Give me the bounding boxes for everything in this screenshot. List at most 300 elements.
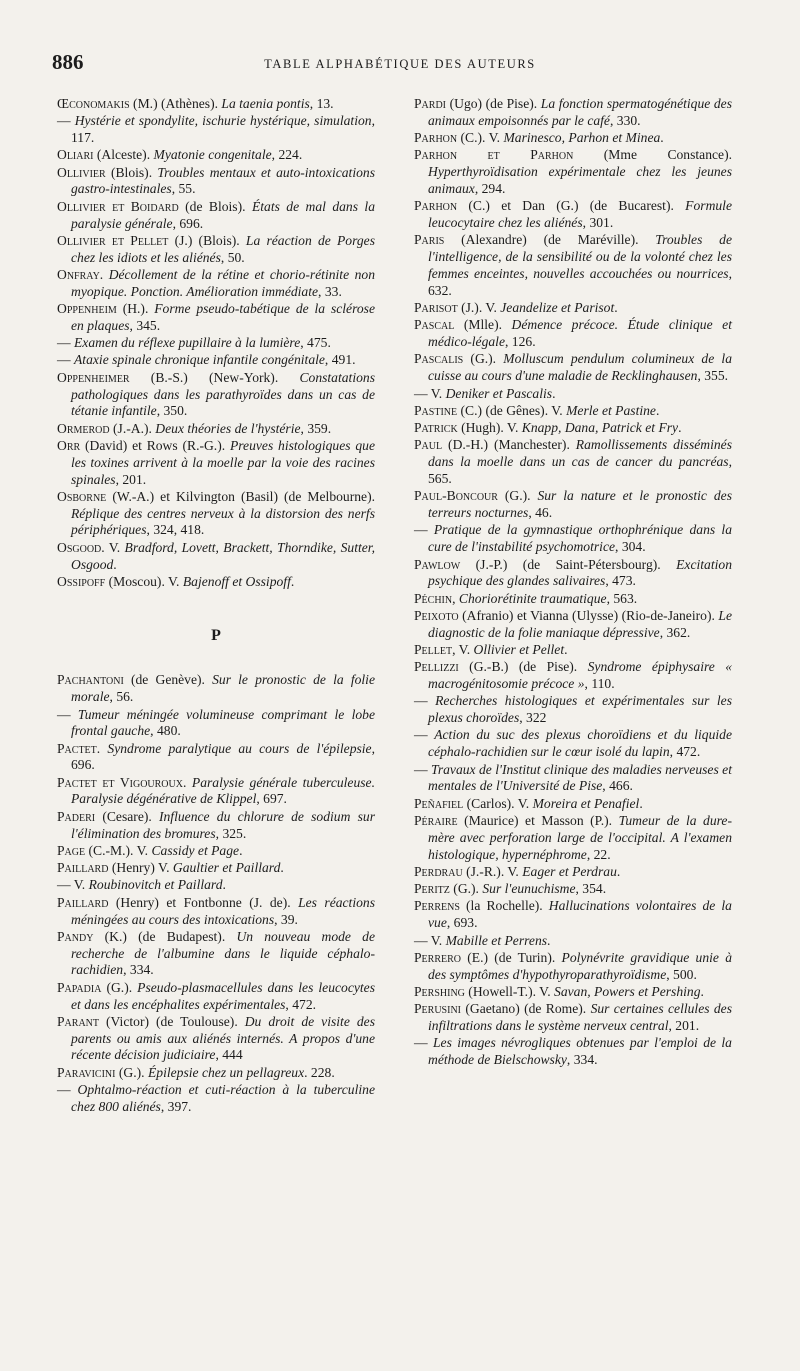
index-entry bbox=[57, 96, 375, 113]
entry-author: Ossipoff bbox=[57, 573, 106, 589]
entry-title: Syndrome épiphysaire « macrogénitosomie précoce » bbox=[428, 659, 732, 692]
entry-details: (W.-A.) et Kilvington (Basil) (de Melbourne). bbox=[106, 488, 375, 504]
entry-pages: , 397. bbox=[160, 1098, 192, 1114]
entry-details: (David) et Rows (R.-G.). bbox=[80, 437, 230, 453]
entry-author: Pellizzi bbox=[414, 659, 459, 675]
entry-details: (C.) (de Gênes). V. bbox=[457, 402, 567, 418]
entry-pages: , 324, 418. bbox=[146, 522, 205, 538]
entry-title: La réaction de Porges chez les idiots et les aliénés bbox=[71, 232, 375, 265]
index-entry bbox=[414, 898, 732, 932]
entry-pages: , 334. bbox=[123, 962, 154, 978]
entry-title: Réplique des centres nerveux à la distorsion des nerfs périphériques bbox=[71, 505, 375, 538]
entry-details: (Henry) V. bbox=[108, 860, 173, 876]
entry-details: (M.) (Athènes). bbox=[129, 96, 222, 111]
entry-author: Pastine bbox=[414, 402, 458, 418]
entry-details: (G.). bbox=[497, 488, 538, 504]
entry-details: . bbox=[96, 740, 108, 756]
index-entry bbox=[414, 437, 732, 487]
entry-author: Paillard bbox=[57, 894, 109, 910]
entry-details bbox=[428, 693, 436, 708]
entry-title: Du droit de visite des parents ou amis aux aliénés internés. A propos d'une récente décision judiciaire bbox=[71, 1013, 375, 1063]
entry-details: . bbox=[182, 774, 192, 790]
entry-title: Hallucinations volontaires de la vue bbox=[428, 898, 732, 931]
entry-details: (H.). bbox=[116, 301, 155, 317]
entry-author: Perdrau bbox=[414, 863, 463, 879]
entry-author: Oliari bbox=[57, 147, 94, 163]
entry-pages: , 632. bbox=[428, 265, 732, 298]
index-entry bbox=[414, 96, 732, 130]
entry-author: Pardi bbox=[414, 96, 447, 111]
entry-details: (de Genève). bbox=[123, 672, 213, 688]
entry-title: Paralysie générale tuberculeuse. Paralysie dégénérative de Klippel bbox=[71, 774, 375, 807]
entry-details: (Gaetano) (de Rome). bbox=[461, 1001, 591, 1017]
entry-title: Les réactions méningées au cours des intoxications bbox=[71, 894, 375, 927]
entry-author: Orr bbox=[57, 437, 81, 453]
entry-pages: , 56. bbox=[109, 689, 134, 705]
page-number: 886 bbox=[52, 50, 84, 74]
entry-details: , bbox=[452, 590, 459, 606]
entry-author: Pascal bbox=[414, 317, 455, 333]
entry-author: Paul-Boncour bbox=[414, 488, 498, 504]
entry-details: (Afranio) et Vianna (Ulysse) (Rio-de-Janeiro). bbox=[458, 607, 719, 623]
entry-details: (J.-R.). V. bbox=[462, 863, 523, 879]
entry-pages: . bbox=[290, 573, 295, 589]
entry-pages: , 110. bbox=[584, 676, 615, 692]
index-entry bbox=[414, 488, 732, 522]
entry-details: (G.). bbox=[449, 881, 483, 897]
index-entry bbox=[57, 895, 375, 929]
entry-details: (D.-H.) (Manchester). bbox=[442, 437, 576, 453]
entry-pages: . bbox=[113, 556, 117, 572]
entry-author: Page bbox=[57, 842, 86, 858]
entry-pages: , 325. bbox=[215, 825, 247, 841]
entry-author: Perrens bbox=[414, 898, 460, 914]
entry-title: Myatonie congenitale bbox=[153, 147, 272, 163]
entry-pages: , 480. bbox=[150, 723, 181, 739]
entry-author: Paris bbox=[414, 232, 445, 248]
index-entry bbox=[57, 165, 375, 199]
entry-details bbox=[71, 1082, 78, 1097]
index-entry bbox=[414, 130, 732, 147]
entry-author: — bbox=[57, 706, 71, 722]
entry-title: Preuves histologiques que les toxines arrivent à la moelle par la voie des racines spinales bbox=[71, 437, 375, 487]
index-entry bbox=[57, 860, 375, 877]
entry-author: Pactet bbox=[57, 740, 97, 756]
entry-details: V. bbox=[70, 877, 89, 893]
entry-pages: . bbox=[239, 842, 243, 858]
index-entry bbox=[57, 147, 375, 164]
entry-pages: , 224. bbox=[271, 147, 303, 163]
index-entry bbox=[57, 574, 375, 591]
entry-pages: , 345. bbox=[129, 317, 161, 333]
entry-title: Le diagnostic de la folie maniaque dépressive bbox=[428, 607, 732, 640]
entry-details: (J.). V. bbox=[457, 300, 501, 316]
index-entry bbox=[57, 335, 375, 352]
entry-pages: . bbox=[655, 402, 660, 418]
entry-title: Recherches histologiques et expérimentales sur les plexus choroïdes bbox=[428, 693, 732, 726]
entry-title: Tumeur méningée volumineuse comprimant le lobe frontal gauche bbox=[71, 706, 376, 739]
entry-details: (Carlos). V. bbox=[463, 795, 533, 811]
entry-details: (Mme Constance). bbox=[573, 147, 732, 163]
entry-author: Pactet et Vigouroux bbox=[57, 774, 183, 790]
entry-pages: . 228. bbox=[304, 1064, 335, 1080]
entry-title: Deux théories de l'hystérie bbox=[155, 420, 301, 436]
index-entry bbox=[414, 351, 732, 385]
entry-pages: , 359. bbox=[300, 420, 332, 436]
index-entry bbox=[414, 1035, 732, 1069]
entry-title: Troubles mentaux et auto-intoxications gastro-intestinales bbox=[71, 164, 375, 197]
index-entry bbox=[414, 693, 732, 727]
entry-pages: , 39. bbox=[274, 911, 298, 927]
index-entry bbox=[57, 199, 375, 233]
entry-pages: , 330. bbox=[609, 112, 641, 128]
entry-pages: , 696. bbox=[71, 740, 375, 773]
entry-pages: , 201. bbox=[115, 471, 147, 487]
entry-pages: , 472. bbox=[669, 744, 701, 760]
index-entry bbox=[414, 727, 732, 761]
entry-details: (Hugh). V. bbox=[457, 420, 522, 436]
entry-title: Bradford, Lovett, Brackett, Thorndike, Sutter, Osgood bbox=[71, 539, 375, 572]
entry-details: (la Rochelle). bbox=[459, 898, 549, 914]
entry-details: (G.). bbox=[101, 979, 138, 995]
entry-author: Œconomakis bbox=[57, 96, 130, 111]
index-entry bbox=[414, 300, 732, 317]
entry-details: (J.) (Blois). bbox=[168, 232, 246, 248]
entry-author: Peixoto bbox=[414, 607, 459, 623]
entry-pages: , 696. bbox=[172, 215, 204, 231]
entry-pages: , 472. bbox=[285, 996, 317, 1012]
entry-title: Gaultier et Paillard bbox=[172, 860, 281, 876]
entry-title: Polynévrite gravidique unie à des symptômes d'hypothyroparathyroïdisme bbox=[428, 949, 732, 982]
entry-author: Osgood bbox=[57, 539, 102, 555]
entry-title: Épilepsie chez un pellagreux bbox=[147, 1064, 305, 1080]
index-entry bbox=[414, 762, 732, 796]
index-entry bbox=[57, 489, 375, 539]
entry-title: Sur la nature et le pronostic des terreurs nocturnes bbox=[428, 488, 732, 521]
entry-pages: , 354. bbox=[575, 881, 607, 897]
entry-details: (G.). bbox=[463, 351, 504, 367]
entry-title: Formule leucocytaire chez les aliénés bbox=[428, 198, 732, 231]
section-letter: P bbox=[211, 626, 221, 644]
index-entry bbox=[414, 198, 732, 232]
index-entry bbox=[57, 672, 375, 706]
entry-author: Paravicini bbox=[57, 1064, 116, 1080]
entry-details: (E.) (de Turin). bbox=[461, 949, 562, 965]
entry-title: Influence du chlorure de sodium sur l'élimination des bromures bbox=[71, 808, 375, 841]
entry-author: Pachantoni bbox=[57, 672, 124, 688]
entry-pages: , 50. bbox=[220, 249, 245, 265]
entry-details: (K.) (de Budapest). bbox=[93, 928, 237, 944]
entry-title: La fonction spermatogénétique des animaux empoisonnés par le café bbox=[428, 96, 732, 128]
index-entry bbox=[414, 864, 732, 881]
entry-title: Hyperthyroïdisation expérimentale chez les jeunes animaux bbox=[428, 164, 732, 196]
index-entry bbox=[57, 809, 375, 843]
entry-author: — bbox=[414, 1035, 428, 1051]
entry-title: Molluscum pendulum columineux de la cuisse au cours d'une maladie de Recklinghausen bbox=[428, 351, 732, 384]
index-entry bbox=[414, 386, 732, 403]
entry-title: Pratique de la gymnastique orthophrénique dans la cure de l'instabilité psychomotrice bbox=[428, 522, 732, 555]
entry-author: Peritz bbox=[414, 881, 450, 897]
entry-pages: , 563. bbox=[606, 590, 638, 606]
entry-details: (Maurice) et Masson (P.). bbox=[457, 812, 619, 828]
entry-pages: . bbox=[552, 385, 556, 401]
entry-pages: , 201. bbox=[668, 1018, 700, 1034]
entry-details bbox=[71, 707, 78, 722]
entry-author: — bbox=[57, 877, 71, 893]
right-column bbox=[414, 96, 732, 1069]
entry-details: (C.). V. bbox=[457, 130, 504, 146]
entry-author: Parant bbox=[57, 1013, 100, 1029]
entry-pages: . bbox=[280, 860, 284, 876]
index-entry bbox=[57, 370, 375, 420]
entry-author: — bbox=[57, 352, 71, 368]
entry-title: Syndrome paralytique au cours de l'épilepsie bbox=[107, 740, 372, 756]
entry-author: Parisot bbox=[414, 300, 458, 316]
entry-author: Ollivier et Pellet bbox=[57, 232, 169, 248]
index-entry bbox=[414, 420, 732, 437]
entry-details: (Alexandre) (de Maréville). bbox=[444, 232, 656, 248]
entry-author: Parhon bbox=[414, 198, 458, 214]
index-entry bbox=[57, 233, 375, 267]
entry-title: Savan, Powers et Pershing bbox=[554, 983, 701, 999]
entry-details: (Cesare). bbox=[95, 808, 159, 824]
entry-pages: , 565. bbox=[428, 454, 732, 487]
entry-title: Cassidy et Page bbox=[151, 842, 240, 858]
index-entry bbox=[414, 147, 732, 197]
entry-author: Perrero bbox=[414, 949, 462, 965]
index-entry bbox=[414, 1001, 732, 1035]
index-entry bbox=[414, 984, 732, 1001]
entry-author: Parhon et Parhon bbox=[414, 147, 574, 163]
index-entry bbox=[57, 438, 375, 488]
entry-pages: , 466. bbox=[602, 778, 633, 794]
entry-title: Forme pseudo-tabétique de la sclérose en plaques bbox=[71, 301, 376, 333]
entry-title: Examen du réflexe pupillaire à la lumière bbox=[74, 335, 301, 351]
entry-pages: , 22. bbox=[586, 846, 611, 862]
entry-author: Péchin bbox=[414, 590, 453, 606]
index-entry bbox=[57, 540, 375, 574]
entry-author: — bbox=[57, 1082, 71, 1098]
entry-details: (Henry) et Fontbonne (J. de). bbox=[108, 894, 299, 910]
entry-title: Eager et Perdrau bbox=[522, 863, 617, 879]
entry-title: Troubles de l'intelligence, de la sensibilité ou de la volonté chez les femmes enceintes, nouvelles accouchées ou nourrices bbox=[428, 232, 732, 281]
entry-details: (Blois). bbox=[105, 164, 158, 180]
entry-details: (Victor) (de Toulouse). bbox=[99, 1013, 245, 1029]
entry-pages: , 350. bbox=[156, 403, 188, 419]
entry-details: (Ugo) (de Pise). bbox=[446, 96, 541, 111]
entry-pages: , 693. bbox=[446, 915, 478, 931]
entry-title: Action du suc des plexus choroïdiens et du liquide céphalo-rachidien sur le cœur isolé du lapin bbox=[428, 727, 733, 760]
index-entry bbox=[57, 1065, 375, 1082]
index-entry bbox=[57, 352, 375, 369]
entry-pages: , 126. bbox=[505, 334, 536, 350]
entry-details: (Howell-T.). V. bbox=[464, 983, 555, 999]
entry-title: La taenia pontis bbox=[221, 96, 310, 111]
entry-title: Jeandelize et Parisot bbox=[500, 300, 615, 316]
index-entry bbox=[414, 591, 732, 608]
entry-title: Ramollissements disséminés dans la moelle dans un cas de cancer du pancréas bbox=[428, 437, 732, 470]
index-entry bbox=[414, 403, 732, 420]
entry-pages: , 13. bbox=[309, 96, 334, 111]
entry-title: Pseudo-plasmacellules dans les leucocytes et dans les encéphalites expérimentales bbox=[71, 979, 376, 1012]
index-entry bbox=[414, 557, 732, 591]
entry-title: Marinesco, Parhon et Minea bbox=[503, 130, 661, 146]
index-entry bbox=[414, 522, 732, 556]
entry-pages: , 697. bbox=[256, 791, 287, 807]
entry-pages: , 473. bbox=[605, 573, 636, 589]
entry-author: Papadia bbox=[57, 979, 102, 995]
entry-details: (Moscou). V. bbox=[105, 573, 183, 589]
index-entry bbox=[57, 421, 375, 438]
entries-o bbox=[57, 96, 375, 591]
index-entry bbox=[414, 232, 732, 299]
entry-details: . bbox=[99, 266, 109, 282]
entry-title: Choriorétinite traumatique bbox=[458, 590, 607, 606]
entry-title: Excitation psychique des glandes salivaires bbox=[428, 556, 732, 589]
entry-pages: . bbox=[678, 420, 682, 436]
entry-pages: , 46. bbox=[528, 505, 553, 521]
index-entry bbox=[414, 950, 732, 984]
index-entry bbox=[57, 877, 375, 894]
index-entry bbox=[57, 1082, 375, 1116]
entries-p bbox=[57, 672, 375, 1115]
index-entry bbox=[57, 929, 375, 979]
entry-author: — bbox=[414, 932, 428, 948]
entry-author: — bbox=[414, 522, 428, 538]
index-entry bbox=[414, 317, 732, 351]
entry-details: (C.-M.). V. bbox=[85, 842, 152, 858]
index-entry bbox=[57, 113, 375, 147]
index-entry bbox=[57, 775, 375, 809]
entry-author: Patrick bbox=[414, 420, 458, 436]
entry-details: V. bbox=[427, 932, 446, 948]
index-entry bbox=[57, 741, 375, 775]
entry-details: , V. bbox=[452, 642, 474, 657]
entry-title: Mabille et Perrens bbox=[445, 932, 548, 948]
index-entry bbox=[414, 608, 732, 642]
entry-title: Ataxie spinale chronique infantile congénitale bbox=[74, 352, 325, 368]
entry-details: (B.-S.) (New-York). bbox=[129, 369, 300, 385]
entry-title: Démence précoce. Étude clinique et médico-légale bbox=[428, 317, 732, 350]
entry-pages: , 55. bbox=[171, 181, 196, 197]
entry-author: Ollivier bbox=[57, 164, 106, 180]
entry-author: Parhon bbox=[414, 130, 458, 146]
index-entry bbox=[57, 267, 375, 301]
entry-title: Moreira et Penafiel bbox=[532, 795, 640, 811]
index-entry bbox=[414, 933, 732, 950]
entry-author: — bbox=[57, 335, 71, 351]
entry-author: Perusini bbox=[414, 1001, 462, 1017]
entry-pages: , 491. bbox=[324, 352, 356, 368]
entry-title: Roubinovitch et Paillard bbox=[88, 877, 223, 893]
entry-details: (J.-A.). bbox=[109, 420, 156, 436]
left-column bbox=[57, 96, 375, 1116]
entry-pages: . bbox=[639, 795, 643, 811]
entry-author: Onfray bbox=[57, 266, 100, 282]
entry-author: Pascalis bbox=[414, 351, 464, 367]
entry-pages: . bbox=[700, 983, 704, 999]
entry-author: Pellet bbox=[414, 642, 453, 657]
index-entry bbox=[57, 707, 375, 741]
entry-pages: . bbox=[614, 300, 618, 316]
entry-author: Pandy bbox=[57, 928, 94, 944]
entry-title: Bajenoff et Ossipoff bbox=[182, 573, 291, 589]
entry-author: Oppenheim bbox=[57, 301, 117, 317]
entry-pages: , 294. bbox=[474, 180, 506, 196]
entry-details: (G.). bbox=[115, 1064, 148, 1080]
entry-author: Paillard bbox=[57, 860, 109, 876]
entry-title: Sur le pronostic de la folie morale bbox=[71, 672, 375, 705]
entry-pages: . bbox=[547, 932, 551, 948]
entry-author: — bbox=[414, 727, 428, 743]
entry-title: Hystérie et spondylite, ischurie hystérique, simulation bbox=[74, 113, 372, 129]
entry-title: Knapp, Dana, Patrick et Fry bbox=[521, 420, 679, 436]
entry-title: Un nouveau mode de recherche de l'albumine dans le liquide céphalo-rachidien bbox=[71, 928, 375, 978]
entry-pages: , 334. bbox=[566, 1052, 598, 1068]
index-entry bbox=[414, 642, 732, 659]
entry-pages: . bbox=[616, 863, 621, 879]
entry-author: Oppenheimer bbox=[57, 369, 130, 385]
entry-details: (Mlle). bbox=[454, 317, 512, 333]
entry-title: Deniker et Pascalis bbox=[445, 385, 553, 401]
entry-pages: , 500. bbox=[666, 966, 697, 982]
entry-author: Ollivier et Boidard bbox=[57, 198, 179, 214]
entry-title: États de mal dans la paralysie générale bbox=[71, 198, 376, 231]
entry-pages: , 117. bbox=[71, 113, 375, 146]
entry-author: Péraire bbox=[414, 812, 458, 828]
entry-author: Osborne bbox=[57, 488, 107, 504]
entries-right bbox=[414, 96, 732, 1069]
entry-details: V. bbox=[427, 385, 446, 401]
entry-title: Tumeur de la dure-mère avec perforation large de l'occipital. A l'examen histologique, hypernéphrome bbox=[428, 812, 732, 862]
entry-title: Merle et Pastine bbox=[566, 402, 656, 418]
entry-pages: , 304. bbox=[615, 539, 646, 555]
entry-details: (C.) et Dan (G.) (de Bucarest). bbox=[457, 198, 686, 214]
index-entry bbox=[57, 1014, 375, 1064]
entry-title: Sur certaines cellules des infiltrations dans le système nerveux central bbox=[428, 1001, 732, 1034]
index-entry bbox=[57, 980, 375, 1014]
entry-author: Pershing bbox=[414, 983, 465, 999]
entry-pages: , 33. bbox=[318, 283, 342, 299]
index-entry bbox=[57, 843, 375, 860]
entry-pages: . bbox=[660, 130, 664, 146]
entry-details: (de Blois). bbox=[178, 198, 252, 214]
entry-author: — bbox=[414, 385, 428, 401]
entry-pages: , 475. bbox=[300, 335, 331, 351]
entry-author: Ormerod bbox=[57, 420, 110, 436]
entry-title: Décollement de la rétine et chorio-rétinite non myopique. Ponction. Amélioration immédiate bbox=[71, 266, 375, 299]
entry-title: Ollivier et Pellet bbox=[473, 642, 565, 657]
entry-details: (J.-P.) (de Saint-Pétersbourg). bbox=[460, 556, 677, 572]
entry-details: (Alceste). bbox=[93, 147, 154, 163]
entry-pages: , 355. bbox=[697, 368, 729, 384]
entry-details: . V. bbox=[101, 539, 125, 555]
entry-author: Pawlow bbox=[414, 556, 461, 572]
index-entry bbox=[414, 659, 732, 693]
entry-title: Sur l'eunuchisme bbox=[482, 881, 576, 897]
entry-title: Constatations pathologiques dans les parathyroïdes dans un cas de tétanie infantile bbox=[71, 369, 375, 419]
entry-author: — bbox=[414, 693, 428, 709]
index-entry bbox=[414, 813, 732, 863]
entry-author: Peñafiel bbox=[414, 795, 464, 811]
entry-author: — bbox=[57, 113, 71, 129]
entry-pages: . bbox=[222, 877, 226, 893]
entry-pages: . bbox=[564, 642, 568, 657]
index-entry bbox=[57, 301, 375, 335]
entry-author: Paderi bbox=[57, 808, 96, 824]
index-entry bbox=[414, 881, 732, 898]
entry-title: Travaux de l'Institut clinique des maladies nerveuses et mentales de l'Université de Pise bbox=[428, 761, 732, 794]
